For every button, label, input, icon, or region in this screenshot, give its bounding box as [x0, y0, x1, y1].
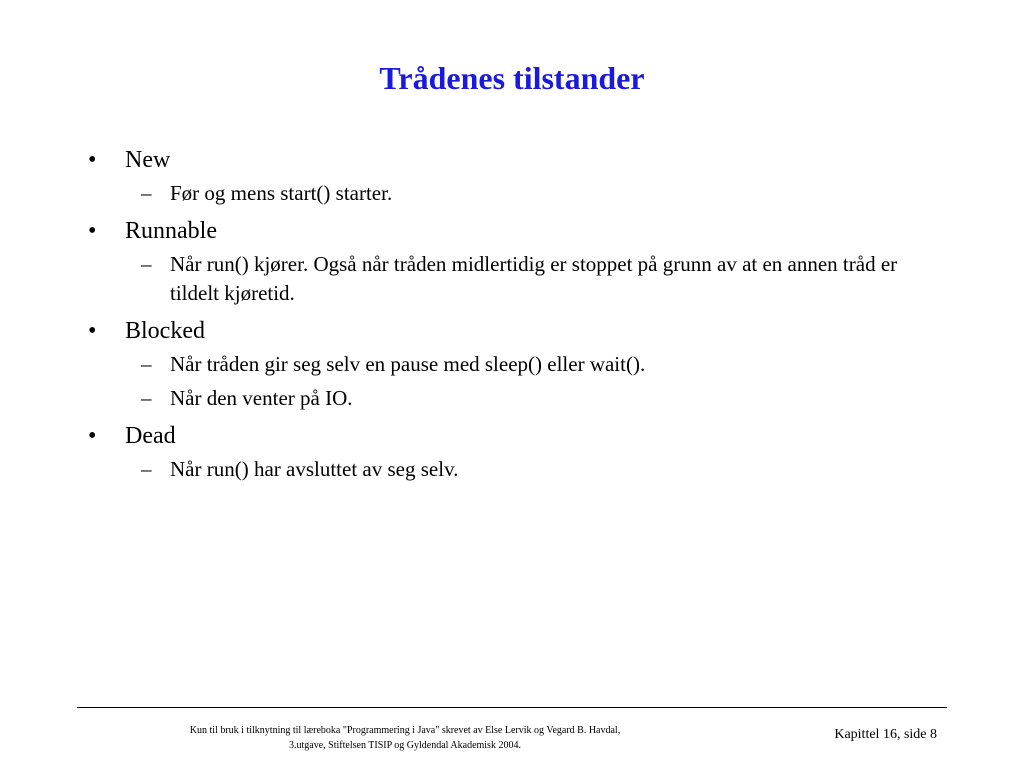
footer-credit-line: 3.utgave, Stiftelsen TISIP og Gyldendal Akademisk 2004.	[289, 740, 521, 751]
bullet-label: Dead	[125, 423, 176, 449]
bullet-item-dead	[88, 419, 948, 453]
bullet-icon: •	[88, 423, 97, 449]
bullet-icon: •	[88, 218, 97, 244]
bullet-list	[88, 143, 948, 489]
sub-item-text: Når run() har avsluttet av seg selv.	[170, 457, 459, 481]
sub-item	[141, 250, 948, 308]
dash-icon: –	[141, 181, 152, 205]
footer-credit	[120, 723, 690, 753]
page-number: Kapittel 16, side 8	[834, 727, 937, 742]
bullet-icon: •	[88, 147, 97, 173]
bullet-label: Blocked	[125, 318, 205, 344]
dash-icon: –	[141, 252, 152, 276]
bullet-icon: •	[88, 318, 97, 344]
sub-item-text: Når den venter på IO.	[170, 386, 353, 410]
dash-icon: –	[141, 457, 152, 481]
bullet-item-blocked	[88, 314, 948, 348]
bullet-label: Runnable	[125, 218, 217, 244]
dash-icon: –	[141, 352, 152, 376]
sub-item	[141, 350, 948, 379]
bullet-item-new	[88, 143, 948, 177]
sub-item-text: Når tråden gir seg selv en pause med sleep() eller wait().	[170, 352, 646, 376]
footer-credit-line: Kun til bruk i tilknytning til læreboka "Programmering i Java" skrevet av Else Lervik og Vegard B. Havdal,	[189, 725, 621, 736]
sub-item	[141, 455, 948, 484]
slide-title: Trådenes tilstander	[379, 60, 645, 96]
sub-item-text: Før og mens start() starter.	[170, 181, 393, 205]
bullet-label: New	[125, 147, 171, 173]
sub-item-text: Når run() kjører. Også når tråden midlertidig er stoppet på grunn av at en annen tråd er tildelt kjøretid.	[170, 252, 898, 305]
sub-item	[141, 179, 948, 208]
dash-icon: –	[141, 386, 152, 410]
footer-divider	[77, 707, 947, 708]
sub-item	[141, 384, 948, 413]
bullet-item-runnable	[88, 214, 948, 248]
